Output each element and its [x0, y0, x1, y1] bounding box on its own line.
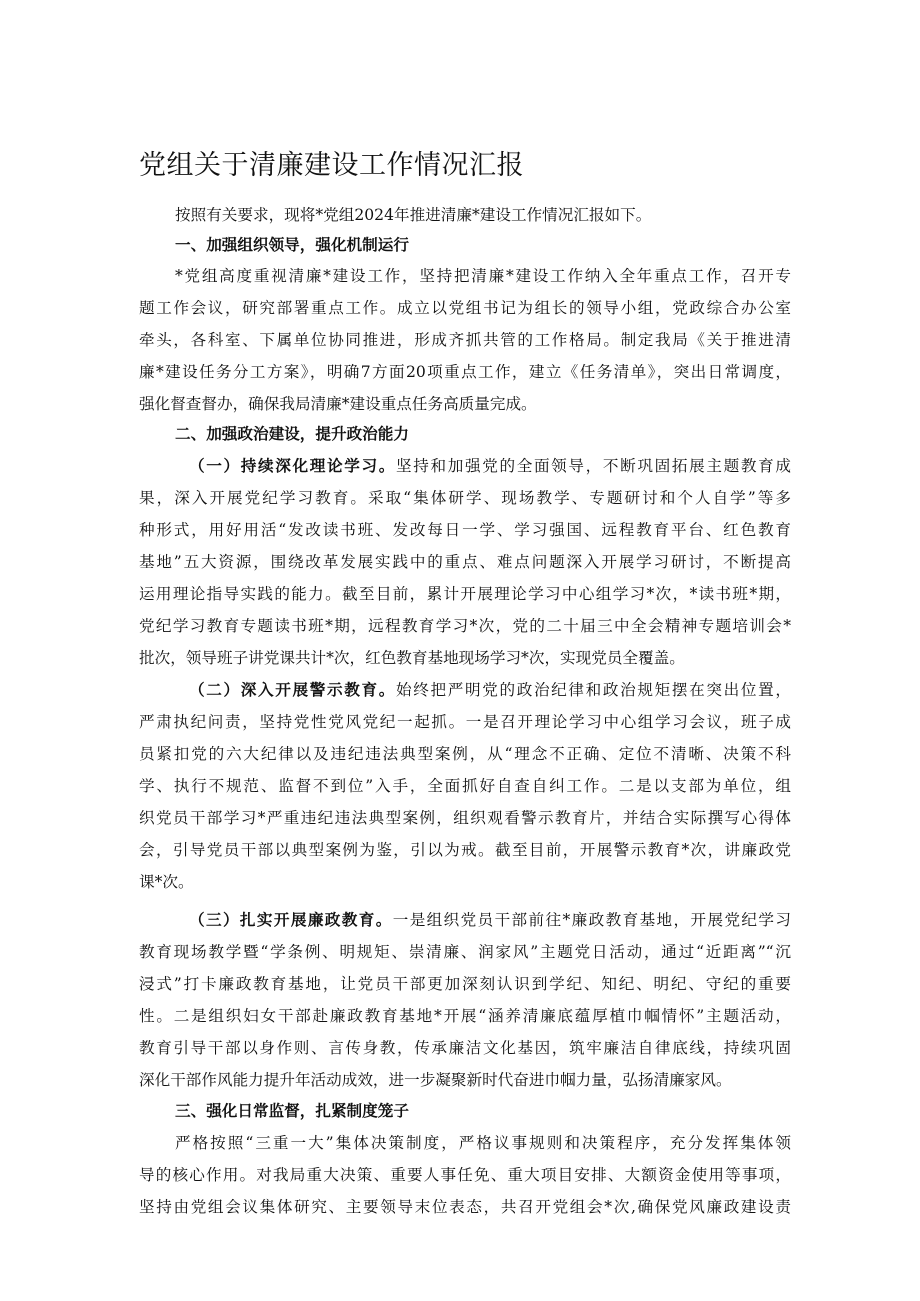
section-1-line: 牵头，各科室、下属单位协同推进，形成齐抓共管的工作格局。制定我局《关于推进清 [139, 331, 791, 349]
section-1-line: 题工作会议，研究部署重点工作。成立以党组书记为组长的领导小组，党政综合办公室 [139, 299, 791, 317]
intro-paragraph: 按照有关要求，现将*党组2024年推进清廉*建设工作情况汇报如下。 [175, 206, 652, 224]
section-2-heading: 二、加强政治建设，提升政治能力 [175, 424, 409, 443]
paragraph-text: 一是组织党员干部前往*廉政教育基地，开展党纪学习 [392, 911, 791, 929]
section-2-p1-first-line [189, 456, 791, 476]
subheading-2: （二）深入开展警示教育。 [189, 680, 396, 699]
section-2-p1-line: 种形式，用好用活“发改读书班、发改每日一学、学习强国、远程教育平台、红色教育 [139, 521, 791, 539]
section-2-p3-line: 教育现场教学暨“学条例、明规矩、崇清廉、润家风”主题党日活动，通过“近距离”“沉 [139, 943, 791, 961]
section-3-heading: 三、强化日常监督，扎紧制度笼子 [175, 1101, 409, 1120]
section-2-p3-line: 教育引导干部以身作则、言传身教，传承廉洁文化基因，筑牢廉洁自律底线，持续巩固 [139, 1039, 791, 1057]
section-2-p2-line: 员紧扣党的六大纪律以及违纪违法典型案例，从“理念不正确、定位不清晰、决策不科 [139, 745, 791, 763]
section-2-p2-line: 学、执行不规范、监督不到位”入手，全面抓好自查自纠工作。二是以支部为单位，组 [139, 777, 791, 795]
subheading-3: （三）扎实开展廉政教育。 [189, 910, 393, 929]
section-2-p1-line: 党纪学习教育专题读书班*期，远程教育学习*次，党的二十届三中全会精神专题培训会* [139, 617, 791, 635]
paragraph-text: 坚持和加强党的全面领导，不断巩固拓展主题教育成 [395, 457, 791, 475]
paragraph-text: 始终把严明党的政治纪律和政治规矩摆在突出位置， [395, 681, 791, 699]
section-2-p2-line: 织党员干部学习*严重违纪违法典型案例，组织观看警示教育片，并结合实际撰写心得体 [139, 809, 791, 827]
section-1-line: *党组高度重视清廉*建设工作，坚持把清廉*建设工作纳入全年重点工作，召开专 [175, 267, 791, 285]
section-2-p2-line: 会，引导党员干部以典型案例为鉴，引以为戒。截至目前，开展警示教育*次，讲廉政党 [139, 841, 791, 859]
section-2-p2-first-line [189, 680, 791, 700]
section-2-p3-first-line [189, 910, 791, 930]
section-2-p1-line: 运用理论指导实践的能力。截至目前，累计开展理论学习中心组学习*次，*读书班*期， [139, 585, 791, 603]
section-3-line: 严格按照“三重一大”集体决策制度，严格议事规则和决策程序，充分发挥集体领 [175, 1134, 791, 1152]
section-2-p3-line: 浸式”打卡廉政教育基地，让党员干部更加深刻认识到学纪、知纪、明纪、守纪的重要 [139, 975, 791, 993]
section-2-p1-line: 基地”五大资源，围绕改革发展实践中的重点、难点问题深入开展学习研讨，不断提高 [139, 553, 791, 571]
section-3-line: 导的核心作用。对我局重大决策、重要人事任免、重大项目安排、大额资金使用等事项， [139, 1166, 791, 1184]
section-2-p1-line: 果，深入开展党纪学习教育。采取“集体研学、现场教学、专题研讨和个人自学”等多 [139, 489, 791, 507]
section-1-line: 廉*建设任务分工方案》，明确7方面20项重点工作，建立《任务清单》，突出日常调度， [139, 363, 791, 381]
section-1-line: 强化督查督办，确保我局清廉*建设重点任务高质量完成。 [139, 395, 537, 413]
section-2-p3-line: 深化干部作风能力提升年活动成效，进一步凝聚新时代奋进巾帼力量，弘扬清廉家风。 [139, 1071, 732, 1089]
section-2-p2-line: 课*次。 [139, 873, 194, 891]
section-3-line: 坚持由党组会议集体研究、主要领导末位表态，共召开党组会*次,确保党风廉政建设责 [139, 1198, 791, 1216]
section-2-p3-line: 性。二是组织妇女干部赴廉政教育基地*开展“涵养清廉底蕴厚植巾帼情怀”主题活动， [139, 1007, 791, 1025]
subheading-1: （一）持续深化理论学习。 [189, 456, 396, 475]
document-title: 党组关于清廉建设工作情况汇报 [139, 150, 524, 181]
section-2-p2-line: 严肃执纪问责，坚持党性党风党纪一起抓。一是召开理论学习中心组学习会议，班子成 [139, 713, 791, 731]
section-2-p1-line: 批次，领导班子讲党课共计*次，红色教育基地现场学习*次，实现党员全覆盖。 [139, 649, 685, 667]
section-1-heading: 一、加强组织领导，强化机制运行 [175, 235, 409, 254]
